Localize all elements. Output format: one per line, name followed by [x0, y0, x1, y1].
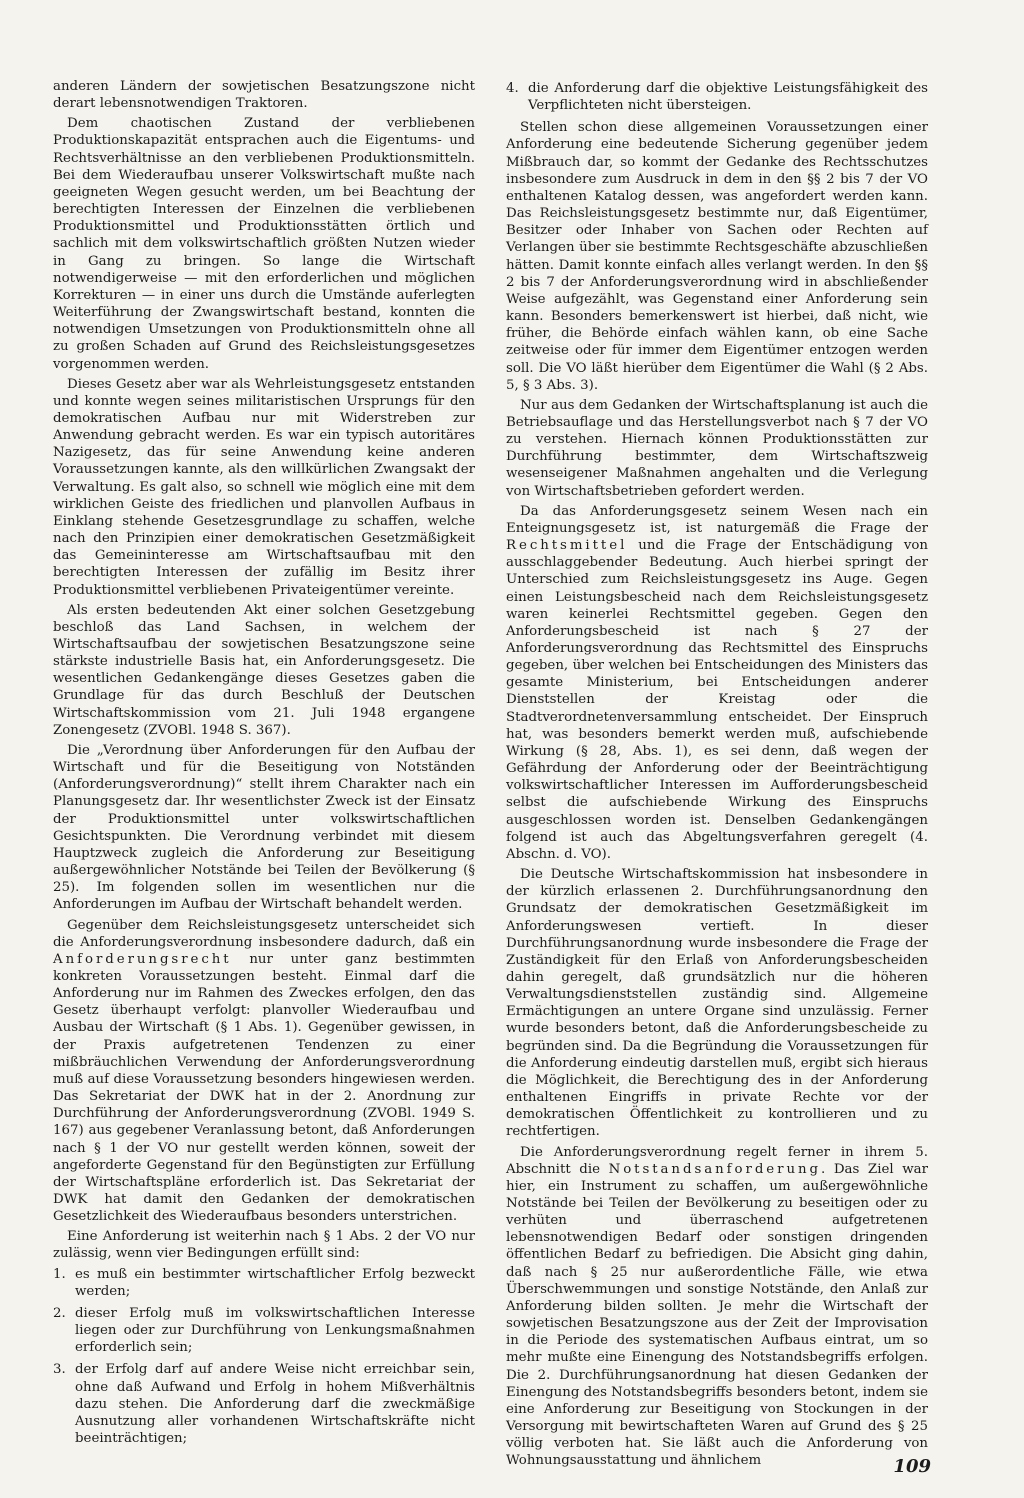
list-item — [53, 1361, 475, 1447]
paragraph: Nur aus dem Gedanken der Wirtschaftsplanung ist auch die Betriebsauflage und das Herstellungsverbot nach § 7 der VO zu verstehen. Hiernach können Produktionsstätten zur Durchführung bestimmter, dem Wirtschaftszweig wesenseigener Maßnahmen angehalten und die Verlegung von Wirtschaftsbetrieben gefordert werden. — [506, 397, 928, 499]
spaced-term: Rechtsmittel — [506, 538, 628, 554]
paragraph: Die Deutsche Wirtschaftskommission hat insbesondere in der kürzlich erlassenen 2. Durchführungsanordnung den Grundsatz der demokratischen Gesetzmäßigkeit im Anforderungswesen vertieft. In dieser Durchführungsanordnung wurde insbesondere die Frage der Zuständigkeit für den Erlaß von Anforderungsbescheiden dahin geregelt, daß grundsätzlich nur die höheren Verwaltungsdienststellen zuständig sind. Allgemeine Ermächtigungen an untere Organe sind unzulässig. Ferner wurde besonders betont, daß die Anforderungsbescheide zu begründen sind. Da die Begründung die Voraussetzungen für die Anforderung eindeutig darstellen muß, ergibt sich hieraus die Möglichkeit, die Berechtigung des in der Anforderung enthaltenen Eingriffs in private Rechte vor der demokratischen Öffentlichkeit zu kontrollieren und zu rechtfertigen. — [506, 867, 928, 1140]
paragraph — [53, 917, 475, 1226]
paragraph-text: nur unter ganz bestimmten konkreten Voraussetzungen besteht. Einmal darf die Anforderung nur im Rahmen des Zweckes erfolgen, den das Gesetz überhaupt verfolgt: planvoller Wiederaufbau und Ausbau der Wirtschaft (§ 1 Abs. 1). Gegenüber gewissen, in der Praxis aufgetretenen Tendenzen zu einer mißbräuchlichen Verwendung der Anforderungsverordnung muß auf diese Voraussetzung besonders hingewiesen werden. Das Sekretariat der DWK hat in der 2. Anordnung zur Durchführung der Anforderungsverordnung (ZVOBl. 1949 S. 167) aus gegebener Veranlassung betont, daß Anforderungen nach § 1 der VO nur gestellt werden können, soweit der angeforderte Gegenstand für den Begünstigten zur Erfüllung der Wirtschaftspläne erforderlich ist. Das Sekretariat der DWK hat damit den Gedanken der demokratischen Gesetzlichkeit des Wiederaufbaus besonders unterstrichen. — [53, 951, 475, 1225]
paragraph-text: . Das Ziel war hier, ein Instrument zu schaffen, um außergewöhnliche Notstände bei Teilen der Bevölkerung zu beseitigen oder zu verhüten und überraschend aufgetretenen lebensnotwendigen Bedarf oder sonstigen dringenden öffentlichen Bedarf zu befriedigen. Die Absicht ging dahin, daß nach § 25 nur außerordentliche Fälle, wie etwa Überschwemmungen und sonstige Notstände, den Anlaß zur Anforderung bilden sollten. Je mehr die Wirtschaft der sowjetischen Besatzungszone aus der Zeit der Improvisation in die Periode des systematischen Aufbaus eintrat, um so mehr mußte eine Einengung des Notstandsbegriffs erfolgen. Die 2. Durchführungsanordnung hat diesen Gedanken der Einengung des Notstandsbegriffs besonders betont, indem sie eine Anforderung zur Beseitigung von Stockungen in der Versorgung mit bewirtschafteten Waren auf Grund des § 25 völlig verboten hat. Sie läßt auch die Anforderung von Wohnungsausstattung und ähnlichem — [506, 1161, 928, 1469]
spaced-term: Notstandsanforderung — [608, 1161, 821, 1177]
paragraph: Dem chaotischen Zustand der verbliebenen Produktionskapazität entsprachen auch die Eigentums- und Rechtsverhältnisse an den verbliebenen Produktionsmitteln. Bei dem Wiederaufbau unserer Volkswirtschaft mußte nach geeigneten Wegen gesucht werden, um bei Beachtung der berechtigten Interessen der Einzelnen die verbliebenen Produktionsmittel und Produktionsstätten örtlich und sachlich mit dem volkswirtschaftlich größten Nutzen wieder in Gang zu bringen. So lange die Wirtschaft notwendigerweise — mit den erforderlichen und möglichen Korrekturen — in einer uns durch die Umstände auferlegten Weiterführung der Zwangswirtschaft bestand, konnten die notwendigen Umsetzungen von Produktionsmitteln ohne all zu großen Schaden auf Grund des Reichsleistungsgesetzes vorgenommen werden. — [53, 116, 475, 372]
paragraph — [506, 503, 928, 863]
list-number: 3. — [53, 1362, 66, 1378]
paragraph-text: Gegenüber dem Reichsleistungsgesetz unterscheidet sich die Anforderungsverordnung insbesondere dadurch, daß ein — [53, 917, 475, 950]
conditions-list-continued — [506, 80, 928, 114]
list-text: dieser Erfolg muß im volkswirtschaftlichen Interesse liegen oder zur Durchführung von Lenkungsmaßnahmen erforderlich sein; — [75, 1305, 475, 1356]
page-number: 109 — [893, 1456, 931, 1477]
list-item — [506, 80, 928, 114]
spaced-term: Anforderungsrecht — [53, 951, 232, 967]
paragraph: Eine Anforderung ist weiterhin nach § 1 Abs. 2 der VO nur zulässig, wenn vier Bedingungen erfüllt sind: — [53, 1229, 475, 1262]
conditions-list — [53, 1266, 475, 1448]
list-text: es muß ein bestimmter wirtschaftlicher Erfolg bezweckt werden; — [75, 1266, 475, 1299]
list-number: 1. — [53, 1266, 66, 1282]
paragraph-text: Da das Anforderungsgesetz seinem Wesen nach ein Enteignungsgesetz ist, ist naturgemäß die Frage der — [506, 503, 928, 536]
paragraph: Als ersten bedeutenden Akt einer solchen Gesetzgebung beschloß das Land Sachsen, in welchem der Wirtschaftsaufbau der sowjetischen Besatzungszone seine stärkste industrielle Basis hat, ein Anforderungsgesetz. Die wesentlichen Gedankengänge dieses Gesetzes gaben die Grundlage für das durch Beschluß der Deutschen Wirtschaftskommission vom 21. Juli 1948 ergangene Zonengesetz (ZVOBl. 1948 S. 367). — [53, 602, 475, 738]
list-item — [53, 1266, 475, 1300]
paragraph-text: Die Anforderungsverordnung regelt ferner in ihrem 5. Abschnitt die — [506, 1144, 928, 1177]
list-number: 4. — [506, 81, 519, 96]
list-text: der Erfolg darf auf andere Weise nicht erreichbar sein, ohne daß Aufwand und Erfolg in hohem Mißverhältnis dazu stehen. Die Anforderung darf die zweckmäßige Ausnutzung aller vorhandenen Wirtschaftskräfte nicht beeinträchtigen; — [75, 1362, 475, 1447]
paragraph: Dieses Gesetz aber war als Wehrleistungsgesetz entstanden und konnte wegen seines militaristischen Ursprungs für den demokratischen Aufbau nur mit Widerstreben zur Anwendung gebracht werden. Es war ein typisch autoritäres Nazigesetz, das für seine Anwendung keine anderen Voraussetzungen kannte, als den willkürlichen Zwangsakt der Verwaltung. Es galt also, so schnell wie möglich eine mit dem wirklichen Geiste des friedlichen und planvollen Aufbaus in Einklang stehende Gesetzesgrundlage zu schaffen, welche nach den Prinzipien einer demokratischen Gesetzmäßigkeit das Gemeininteresse am Wirtschaftsaufbau mit den berechtigten Interessen der zufällig im Besitz ihrer Produktionsmittel verbliebenen Privateigentümer vereinte. — [53, 376, 475, 598]
paragraph-text: und die Frage der Entschädigung von ausschlaggebender Bedeutung. Auch hierbei springt der Unterschied zum Reichsleistungsgesetz ins Auge. Gegen einen Leistungsbescheid nach dem Reichsleistungsgesetz waren keinerlei Rechtsmittel gegeben. Gegen den Anforderungsbescheid ist nach § 27 der Anforderungsverordnung das Rechtsmittel des Einspruchs gegeben, über welchen bei Entscheidungen des Ministers das gesamte Ministerium, bei Entscheidungen anderer Dienststellen der Kreistag oder die Stadtverordnetenversammlung entscheidet. Der Einspruch hat, was besonders bemerkt werden muß, aufschiebende Wirkung (§ 28, Abs. 1), es sei denn, daß wegen der Gefährdung der Anforderung oder der Beeinträchtigung volkswirtschaftlicher Interessen im Aufforderungsbescheid selbst die aufschiebende Wirkung des Einspruchs ausgeschlossen worden ist. Denselben Gedankengängen folgend ist auch das Abgeltungsverfahren geregelt (4. Abschn. d. VO). — [506, 538, 928, 862]
paragraph — [506, 1144, 928, 1470]
right-column — [506, 78, 928, 1473]
paragraph: Die „Verordnung über Anforderungen für den Aufbau der Wirtschaft und für die Beseitigung von Notständen (Anforderungsverordnung)“ stellt ihrem Charakter nach ein Planungsgesetz dar. Ihr wesentlichster Zweck ist der Einsatz der Produktionsmittel unter volkswirtschaftlichen Gesichtspunkten. Die Verordnung verbindet mit diesem Hauptzweck zugleich die Anforderung zur Beseitigung außergewöhnlicher Notstände bei Teilen der Bevölkerung (§ 25). Im folgenden sollen im wesentlichen nur die Anforderungen im Aufbau der Wirtschaft behandelt werden. — [53, 742, 475, 913]
left-column — [53, 78, 475, 1452]
list-text: die Anforderung darf die objektive Leistungsfähigkeit des Verpflichteten nicht übersteigen. — [528, 81, 928, 114]
list-number: 2. — [53, 1305, 66, 1321]
paragraph: Stellen schon diese allgemeinen Voraussetzungen einer Anforderung eine bedeutende Sicherung gegenüber jedem Mißbrauch dar, so kommt der Gedanke des Rechtsschutzes insbesondere zum Ausdruck in dem in den §§ 2 bis 7 der VO enthaltenen Katalog dessen, was angefordert werden kann. Das Reichsleistungsgesetz bestimmte nur, daß Eigentümer, Besitzer oder Inhaber von Sachen oder Rechten auf Verlangen über sie bestimmte Rechtsgeschäfte abzuschließen hätten. Damit konnte einfach alles verlangt werden. In den §§ 2 bis 7 der Anforderungsverordnung wird in abschließender Weise aufgezählt, was Gegenstand einer Anforderung sein kann. Besonders bemerkenswert ist hierbei, daß nicht, wie früher, die Behörde einfach wählen kann, ob eine Sache zeitweise oder für immer dem Eigentümer entzogen werden soll. Die VO läßt hierüber dem Eigentümer die Wahl (§ 2 Abs. 5, § 3 Abs. 3). — [506, 120, 928, 393]
paragraph: anderen Ländern der sowjetischen Besatzungszone nicht derart lebensnotwendigen Traktoren. — [53, 79, 475, 112]
list-item — [53, 1305, 475, 1356]
